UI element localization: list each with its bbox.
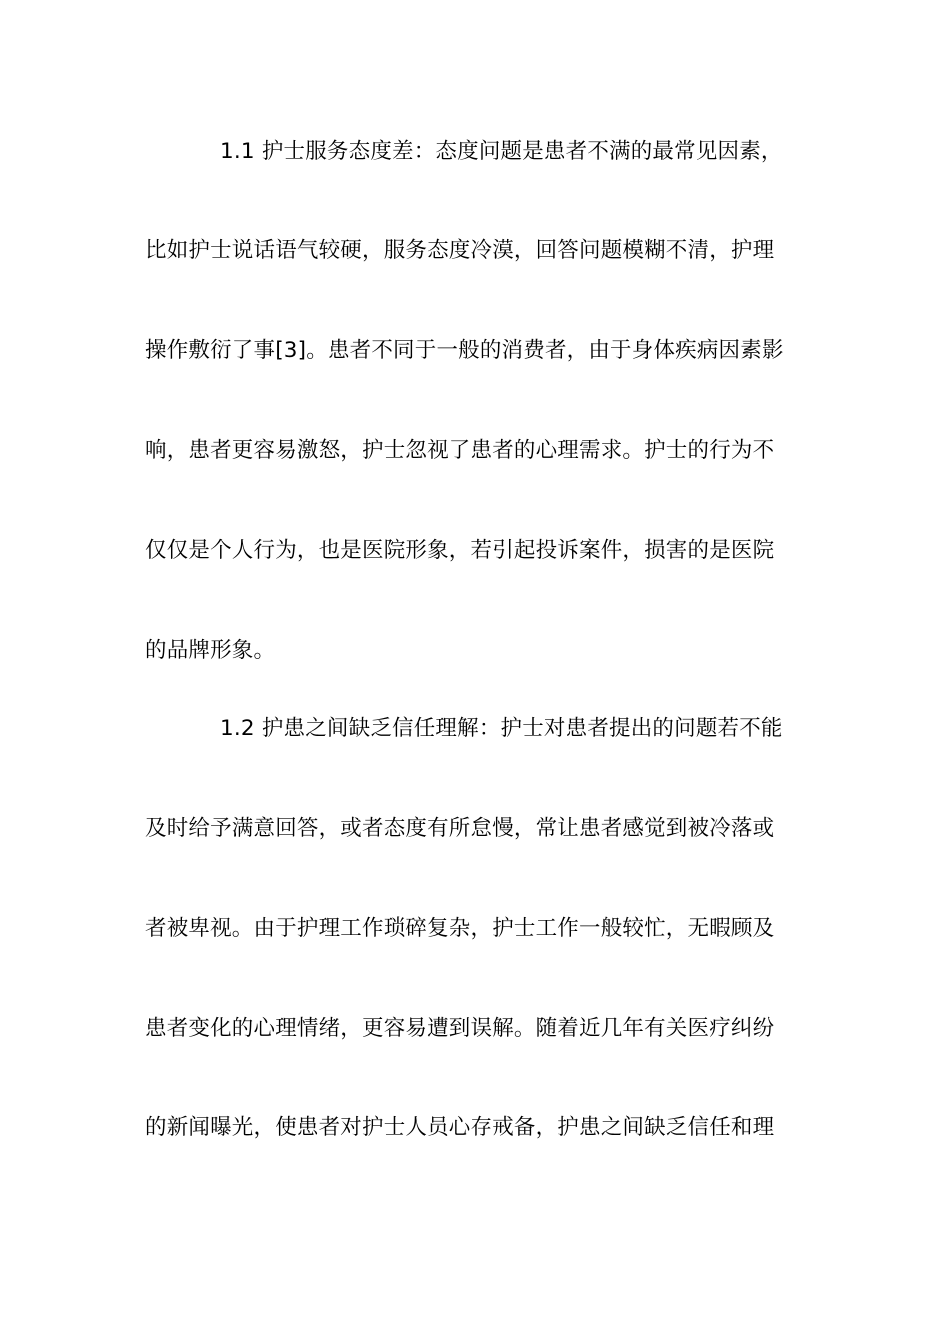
paragraph-1-line-5: 仅仅是个人行为，也是医院形象，若引起投诉案件，损害的是医院	[145, 538, 775, 563]
paragraph-2-line-3: 者被卑视。由于护理工作琐碎复杂，护士工作一般较忙，无暇顾及	[145, 916, 775, 941]
paragraph-1-heading-line: 1.1 护士服务态度差：态度问题是患者不满的最常见因素，	[220, 139, 783, 164]
paragraph-2-line-4: 患者变化的心理情绪，更容易遭到误解。随着近几年有关医疗纠纷	[145, 1016, 775, 1041]
paragraph-2-line-2: 及时给予满意回答，或者态度有所怠慢，常让患者感觉到被冷落或	[145, 816, 775, 841]
paragraph-1-line-2: 比如护士说话语气较硬，服务态度冷漠，回答问题模糊不清，护理	[145, 238, 775, 263]
paragraph-1-line-6: 的品牌形象。	[145, 638, 276, 663]
paragraph-1-line-3: 操作敷衍了事[3]。患者不同于一般的消费者，由于身体疾病因素影	[145, 338, 784, 363]
paragraph-1-line-4: 响，患者更容易激怒，护士忽视了患者的心理需求。护士的行为不	[145, 438, 775, 463]
paragraph-2-heading-line: 1.2 护患之间缺乏信任理解：护士对患者提出的问题若不能	[220, 716, 783, 741]
paragraph-2-line-5: 的新闻曝光，使患者对护士人员心存戒备，护患之间缺乏信任和理	[145, 1115, 775, 1140]
